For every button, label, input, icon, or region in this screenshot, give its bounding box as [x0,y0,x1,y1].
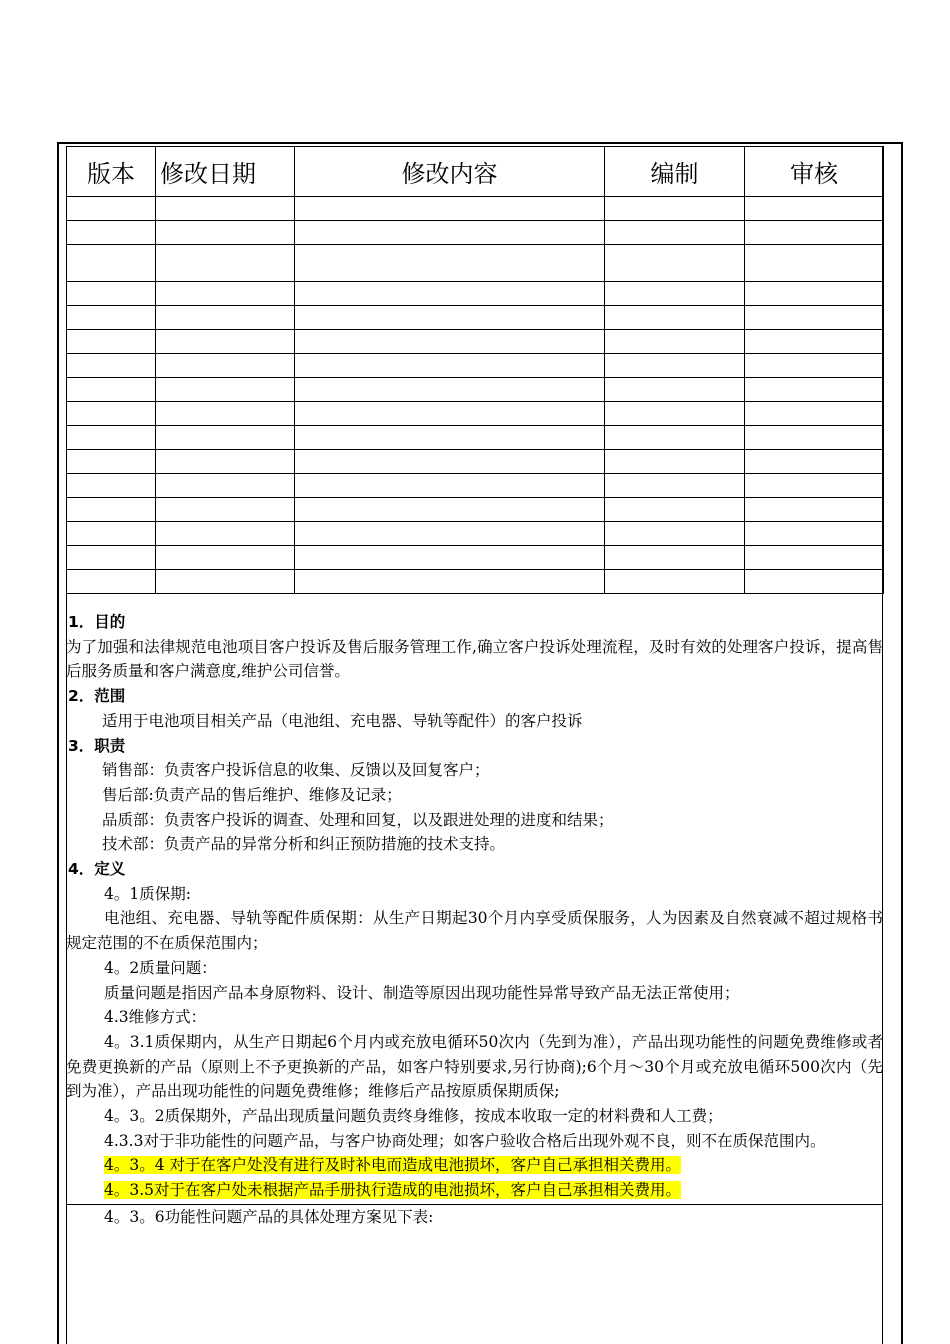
revision-cell [605,402,745,426]
header-author: 编制 [605,147,745,197]
duty-technical: 技术部：负责产品的异常分析和纠正预防措施的技术支持。 [102,835,506,854]
revision-cell [605,450,745,474]
def-4-2-title: 4。2质量问题： [104,958,217,977]
revision-cell [745,426,884,450]
revision-cell [745,522,884,546]
revision-cell [745,221,884,245]
revision-cell [605,245,745,282]
revision-cell [745,546,884,570]
revision-cell [156,245,295,282]
revision-cell [67,197,156,221]
revision-cell [295,450,605,474]
revision-row [67,450,884,474]
revision-cell [67,282,156,306]
def-4-3-2: 4。3。2质保期外，产品出现质量问题负责终身维修，按成本收取一定的材料费和人工费； [104,1107,723,1126]
revision-cell [295,498,605,522]
def-4-3-1: 4。3.1质保期内，从生产日期起6个月内或充放电循环50次内（先到为准），产品出现功能性的问题免费维修或者免费更换新的产品（原则上不予更换新的产品，如客户特别要求,另行协商);6个月～30个月或充放电循环500次内（先到为准），产品出现功能性的问题免费维修；维修后产品按原质保期质保; [66,1032,883,1101]
section-scope-text: 适用于电池项目相关产品（电池组、充电器、导轨等配件）的客户投诉 [102,711,583,730]
revision-cell [295,522,605,546]
revision-row [67,330,884,354]
revision-cell [156,330,295,354]
revision-row [67,221,884,245]
revision-cell [67,570,156,594]
revision-cell [295,378,605,402]
revision-cell [67,546,156,570]
revision-cell [156,498,295,522]
revision-row [67,522,884,546]
revision-cell [67,426,156,450]
revision-cell [156,306,295,330]
revision-cell [605,546,745,570]
section-purpose-text: 为了加强和法律规范电池项目客户投诉及售后服务管理工作,确立客户投诉处理流程，及时有效的处理客户投诉，提高售后服务质量和客户满意度,维护公司信誉。 [66,637,883,681]
revision-cell [605,570,745,594]
revision-cell [295,221,605,245]
revision-cell [67,522,156,546]
revision-cell [745,245,884,282]
revision-cell [605,354,745,378]
revision-cell [605,282,745,306]
duty-quality: 品质部：负责客户投诉的调查、处理和回复，以及跟进处理的进度和结果； [102,810,614,829]
def-4-3-4: 4。3。4 对于在客户处没有进行及时补电而造成电池损坏，客户自己承担相关费用。 [104,1156,682,1175]
revision-cell [156,282,295,306]
revision-cell [67,306,156,330]
revision-cell [67,498,156,522]
section-purpose-title: 1．目的 [68,613,126,631]
duty-after-sales: 售后部:负责产品的售后维护、维修及记录； [102,785,402,804]
revision-cell [605,330,745,354]
revision-table [66,146,884,594]
revision-cell [295,354,605,378]
revision-cell [67,474,156,498]
revision-cell [745,378,884,402]
def-4-3-5-line [66,1178,883,1203]
revision-cell [67,245,156,282]
revision-cell [295,282,605,306]
revision-row [67,354,884,378]
revision-row [67,245,884,282]
revision-cell [156,221,295,245]
revision-cell [295,402,605,426]
section-duties-title: 3．职责 [68,736,126,755]
revision-cell [295,197,605,221]
revision-cell [156,546,295,570]
header-content: 修改内容 [295,147,605,197]
revision-cell [156,474,295,498]
document-body [66,610,883,1230]
revision-row [67,474,884,498]
def-4-3-3: 4.3.3对于非功能性的问题产品，与客户协商处理；如客户验收合格后出现外观不良，则不在质保范围内。 [104,1131,826,1150]
revision-cell [605,426,745,450]
revision-cell [67,378,156,402]
revision-cell [67,354,156,378]
revision-row [67,570,884,594]
def-4-1-title: 4。1质保期: [104,884,191,903]
revision-cell [745,197,884,221]
revision-cell [156,402,295,426]
header-version: 版本 [67,147,156,197]
revision-cell [745,474,884,498]
revision-cell [156,378,295,402]
revision-cell [67,450,156,474]
revision-cell [156,450,295,474]
revision-row [67,546,884,570]
revision-row [67,306,884,330]
revision-row [67,426,884,450]
header-date: 修改日期 [156,147,295,197]
revision-row [67,498,884,522]
revision-cell [605,474,745,498]
revision-cell [295,330,605,354]
revision-cell [745,402,884,426]
revision-cell [745,498,884,522]
def-4-3-5: 4。3.5对于在客户处未根据产品手册执行造成的电池损坏，客户自己承担相关费用。 [104,1181,682,1200]
revision-cell [295,245,605,282]
revision-cell [605,498,745,522]
revision-cell [67,221,156,245]
def-4-3-6: 4。3。6功能性问题产品的具体处理方案见下表: [104,1207,434,1226]
duty-sales: 销售部：负责客户投诉信息的收集、反馈以及回复客户； [102,761,490,780]
revision-cell [745,330,884,354]
revision-row [67,378,884,402]
revision-cell [156,354,295,378]
header-reviewer: 审核 [745,147,884,197]
revision-cell [156,426,295,450]
section-definitions-title: 4．定义 [68,860,126,879]
revision-cell [295,570,605,594]
revision-row [67,402,884,426]
revision-cell [295,426,605,450]
revision-cell [156,522,295,546]
revision-row [67,282,884,306]
revision-cell [605,522,745,546]
revision-cell [605,306,745,330]
revision-cell [156,197,295,221]
revision-cell [745,570,884,594]
revision-cell [745,354,884,378]
revision-cell [156,570,295,594]
def-4-3-title: 4.3维修方式： [104,1008,207,1027]
revision-row [67,197,884,221]
revision-cell [745,306,884,330]
revision-cell [295,306,605,330]
revision-cell [745,282,884,306]
revision-cell [605,378,745,402]
revision-header-row [67,147,884,197]
revision-cell [295,474,605,498]
revision-cell [605,197,745,221]
revision-cell [67,330,156,354]
revision-cell [745,450,884,474]
revision-cell [295,546,605,570]
section-scope-title: 2．范围 [68,687,126,706]
def-4-1-text: 电池组、充电器、导轨等配件质保期：从生产日期起30个月内享受质保服务，人为因素及自然衰减不超过规格书规定范围的不在质保范围内； [66,909,883,953]
def-4-2-text: 质量问题是指因产品本身原物料、设计、制造等原因出现功能性异常导致产品无法正常使用； [104,983,740,1002]
revision-cell [67,402,156,426]
def-4-3-4-line [66,1153,883,1178]
revision-cell [605,221,745,245]
